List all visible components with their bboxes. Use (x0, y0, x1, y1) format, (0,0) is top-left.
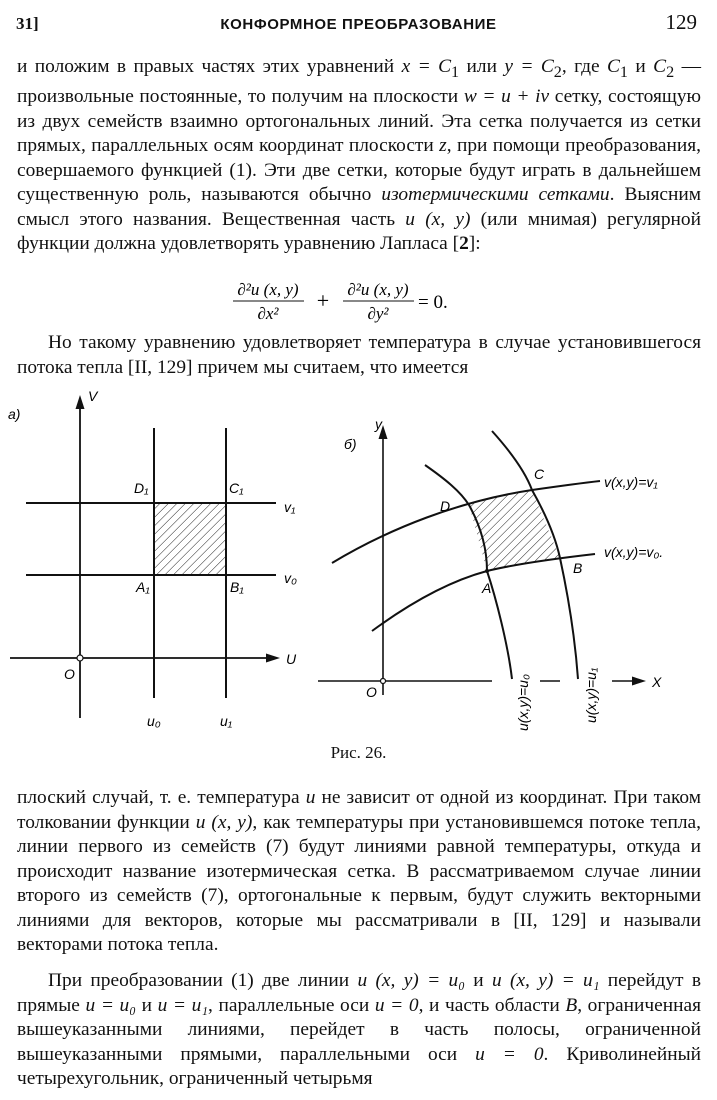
label-u0: u₀ (147, 713, 161, 729)
paragraph-2: Но такому уравнению удовлетворяет температура в случае установившегося потока тепла [II, 129] причем мы считаем, что имеется (17, 332, 701, 378)
emphasized-term: изотермическими сетками (381, 184, 610, 206)
label-curve-u1: u(x,y)=u₁ (583, 667, 599, 723)
formula-denominator-2: ∂y² (367, 304, 389, 323)
figure-caption: Рис. 26. (330, 743, 387, 762)
label-C: C (534, 466, 545, 482)
label-u1: u₁ (220, 713, 233, 729)
panel-b (318, 416, 663, 731)
label-axis-u: U (286, 651, 297, 667)
hatched-curvilinear-quad (469, 490, 560, 571)
label-v1: v₁ (284, 499, 296, 515)
formula-rhs: = 0. (418, 292, 448, 313)
formula-numerator-2: ∂²u (x, y) (347, 280, 409, 299)
label-curve-u0: u(x,y)=u₀ (515, 674, 531, 731)
label-origin-a: O (64, 666, 75, 682)
paragraph-3: плоский случай, т. е. температура u не зависит от одной из координат. При таком толковании функции u (x, y), как температуры при установившемся потоке тепла, линии первого из семейств (7) будут линиями равной температуры, откуда и происходит название изотермическая сетка. В рассматриваемом случае линии второго из семейств (7), ортогональные к первым, будут служить векторными линиями для векторов, которые мы рассматривали в [II, 129] и называли векторами потока тепла. (17, 787, 702, 955)
paragraph-1: и положим в правых частях этих уравнений $x = C_1$ или $y = C_2$, где $C_1$ и $C_2$ — произвольные постоянные, то получим на плоскости w = u + iv сетку, состоящую из двух семейств взаимно ортогональных линий. Эта сетка получается из сетки прямых, параллельных осям координат плоскости z, при помощи преобразования, совершаемого функцией (1). Эти две сетки, которые будут играть в дальнейшем существенную роль, называются обычно изотермическими сетками. Выясним смысл этого названия. Вещественная часть u (x, y) (или мнимая) регулярной функции должна удовлетворять уравнению Лапласа [2]: (17, 56, 701, 255)
label-D1: D₁ (134, 480, 149, 496)
label-A: A (482, 580, 492, 596)
section-number: 31] (16, 14, 39, 33)
label-axis-x: X (652, 674, 662, 690)
formula-denominator-1: ∂x² (257, 304, 279, 323)
label-v0: v₀ (284, 570, 297, 586)
label-C1: C₁ (229, 480, 244, 496)
page-number: 129 (665, 10, 697, 34)
figure-26 (0, 383, 717, 773)
formula-plus: + (316, 288, 330, 313)
formula-numerator-1: ∂²u (x, y) (237, 280, 299, 299)
label-axis-y: y (375, 416, 382, 432)
label-curve-v1: v(x,y)=v₁ (604, 474, 658, 490)
hatched-square (154, 503, 226, 575)
label-D: D (440, 498, 451, 514)
panel-b-label: б) (344, 436, 357, 452)
label-curve-v0: v(x,y)=v₀. (604, 544, 664, 560)
paragraph-4: При преобразовании (1) две линии u (x, y) = u₀ и u (x, y) = u₁ перейдут в прямые u = u₀ и u = u₁, параллельные оси u = 0, и часть области B, ограниченная вышеуказанными линиями, перейдет в часть полосы, ограниченной вышеуказанными прямыми, параллельными оси u = 0. Криволинейный четырехугольник, ограниченный четырьмя (17, 970, 702, 1089)
label-B: B (573, 560, 583, 576)
label-A1: A₁ (136, 579, 150, 595)
chapter-title: КОНФОРМНОЕ ПРЕОБРАЗОВАНИЕ (220, 16, 497, 33)
label-axis-v: V (88, 388, 98, 404)
panel-a (8, 388, 297, 729)
running-header (14, 10, 703, 38)
label-origin-b: O (366, 684, 377, 700)
label-B1: B₁ (230, 579, 244, 595)
laplace-equation (0, 278, 717, 326)
panel-a-label: а) (8, 406, 21, 422)
curve-v-equals-v1 (332, 481, 600, 563)
